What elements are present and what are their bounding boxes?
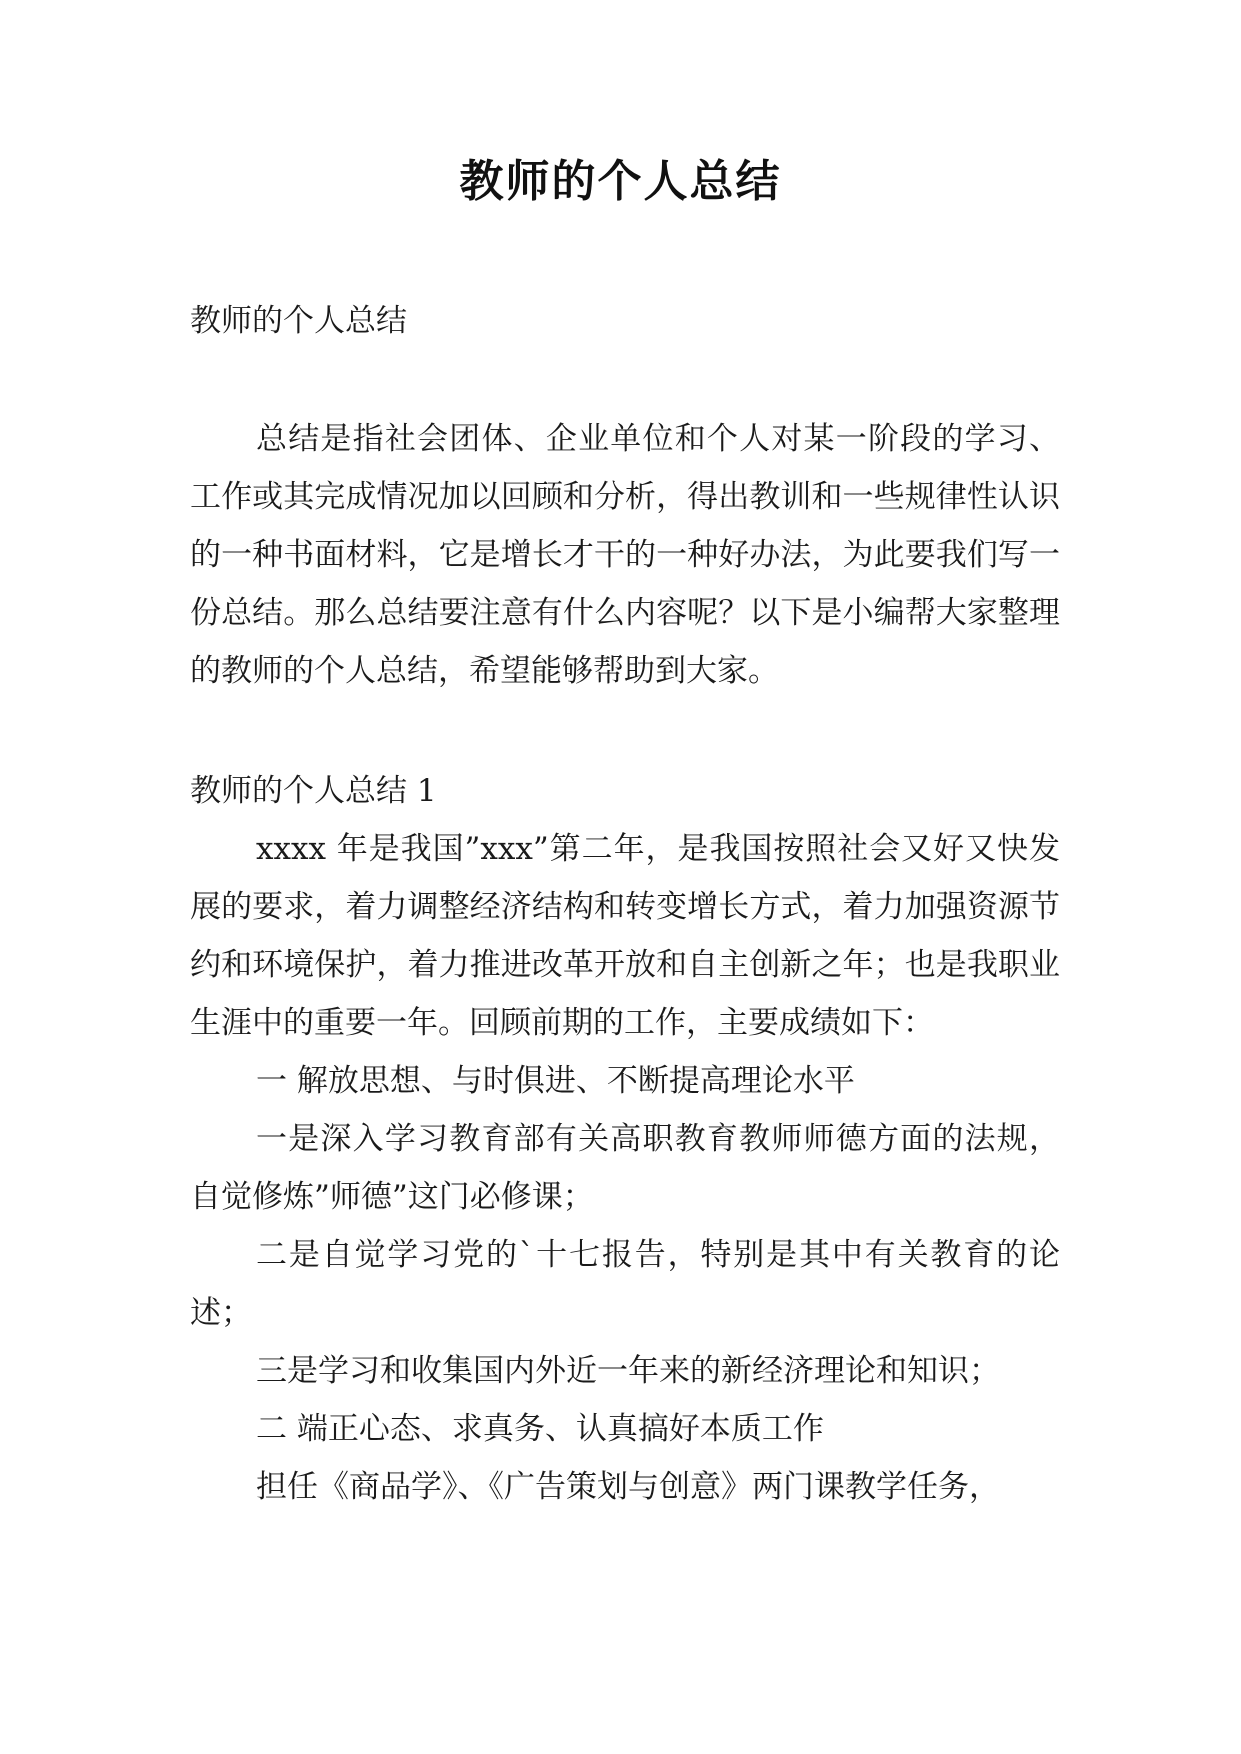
point-heading: 一 解放思想、与时俱进、不断提高理论水平 [256, 1063, 855, 1099]
document-subtitle: 教师的个人总结 [190, 303, 407, 339]
paragraph: 担任《商品学》、《广告策划与创意》两门课教学任务， [256, 1469, 1000, 1505]
section-title: 教师的个人总结 1 [190, 773, 437, 809]
document-title: 教师的个人总结 [459, 156, 782, 207]
paragraph: 一是深入学习教育部有关高职教育教师师德方面的法规，自觉修炼”师德”这门必修课； [190, 1121, 1060, 1215]
paragraph: 二是自觉学习党的`十七报告，特别是其中有关教育的论述； [190, 1237, 1060, 1331]
intro-paragraph: 总结是指社会团体、企业单位和个人对某一阶段的学习、工作或其完成情况加以回顾和分析，得出教训和一些规律性认识的一种书面材料，它是增长才干的一种好办法，为此要我们写一份总结。那么总结要注意有什么内容呢？以下是小编帮大家整理的教师的个人总结，希望能够帮助到大家。 [190, 421, 1060, 689]
point-heading: 二 端正心态、求真务、认真搞好本质工作 [256, 1411, 824, 1447]
paragraph: xxxx 年是我国”xxx”第二年，是我国按照社会又好又快发展的要求，着力调整经济结构和转变增长方式，着力加强资源节约和环境保护，着力推进改革开放和自主创新之年；也是我职业生涯中的重要一年。回顾前期的工作，主要成绩如下： [190, 831, 1060, 1041]
paragraph: 三是学习和收集国内外近一年来的新经济理论和知识； [256, 1353, 1000, 1389]
document-body [190, 292, 1060, 1516]
